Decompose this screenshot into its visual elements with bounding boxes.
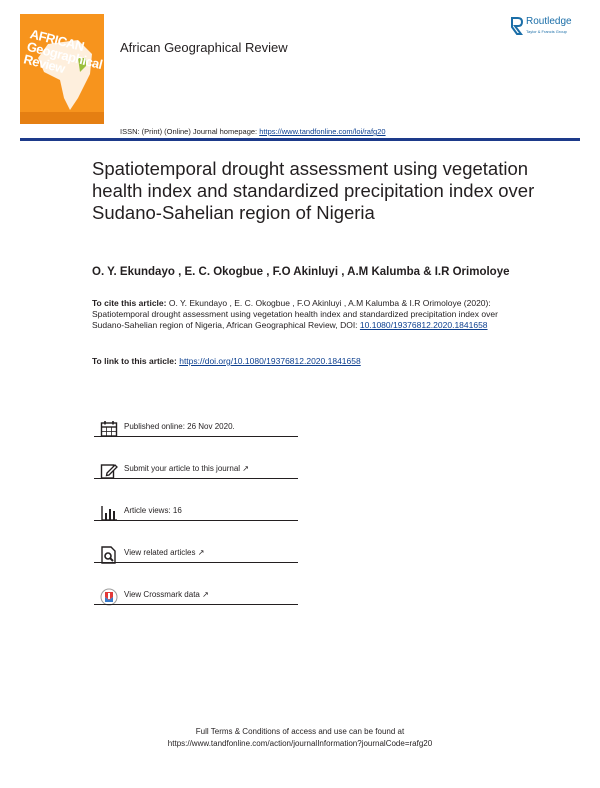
journal-cover-image [20, 14, 104, 124]
terms-footer [0, 726, 600, 750]
row-divider [94, 520, 298, 521]
footer-terms-link[interactable]: https://www.tandfonline.com/action/journalInformation?journalCode=rafg20 [167, 739, 433, 748]
publisher-tagline: Taylor & Francis Group [526, 29, 567, 34]
footer-terms-text: Full Terms & Conditions of access and use can be found at [195, 727, 405, 736]
cover-title: AFRICAN Geographical Review [22, 26, 104, 77]
article-doi-url[interactable]: https://doi.org/10.1080/19376812.2020.1841658 [179, 356, 361, 366]
citation-block [92, 298, 522, 331]
journal-homepage-link[interactable]: https://www.tandfonline.com/loi/rafg20 [259, 127, 386, 136]
article-link-label: To link to this article: [92, 356, 180, 366]
article-authors: O. Y. Ekundayo , E. C. Okogbue , F.O Akinluyi , A.M Kalumba & I.R Orimoloye [92, 266, 510, 278]
submit-article-link[interactable] [124, 464, 249, 473]
related-articles-label: View related articles [124, 548, 196, 557]
related-articles-link[interactable] [124, 548, 204, 557]
row-divider [94, 436, 298, 437]
article-views-label: Article views: 16 [124, 506, 182, 515]
issn-line [120, 127, 386, 136]
row-divider [94, 478, 298, 479]
citation-text: O. Y. Ekundayo , E. C. Okogbue , F.O Akinluyi , A.M Kalumba & I.R Orimoloye (2020): Spatiotemporal drought assessment using vegetation health index and standardized precipitation index over Sudano-Sahelian region of Nigeria, African Geographical Review, DOI: [92, 298, 498, 330]
citation-doi-link[interactable]: 10.1080/19376812.2020.1841658 [359, 320, 488, 330]
row-divider [94, 562, 298, 563]
external-link-icon: ↗ [197, 548, 205, 557]
citation-label: To cite this article: [92, 298, 169, 308]
external-link-icon: ↗ [242, 464, 249, 473]
routledge-r-icon [510, 16, 524, 36]
external-link-icon: ↗ [202, 590, 209, 599]
issn-text: ISSN: (Print) (Online) Journal homepage: [120, 127, 260, 136]
publisher-name: Routledge [526, 16, 572, 27]
crossmark-link[interactable] [124, 590, 209, 599]
crossmark-row[interactable] [94, 590, 298, 638]
routledge-logo [510, 16, 590, 40]
submit-article-label: Submit your article to this journal [124, 464, 241, 473]
journal-title[interactable]: African Geographical Review [120, 40, 288, 55]
article-title: Spatiotemporal drought assessment using vegetation health index and standardized precipitation index over Sudano-Sahelian region of Nigeria [92, 158, 535, 223]
article-link-line [92, 356, 361, 366]
header-divider [20, 138, 580, 141]
crossmark-label: View Crossmark data [124, 590, 200, 599]
row-divider [94, 604, 298, 605]
published-online-label: Published online: 26 Nov 2020. [124, 422, 235, 431]
